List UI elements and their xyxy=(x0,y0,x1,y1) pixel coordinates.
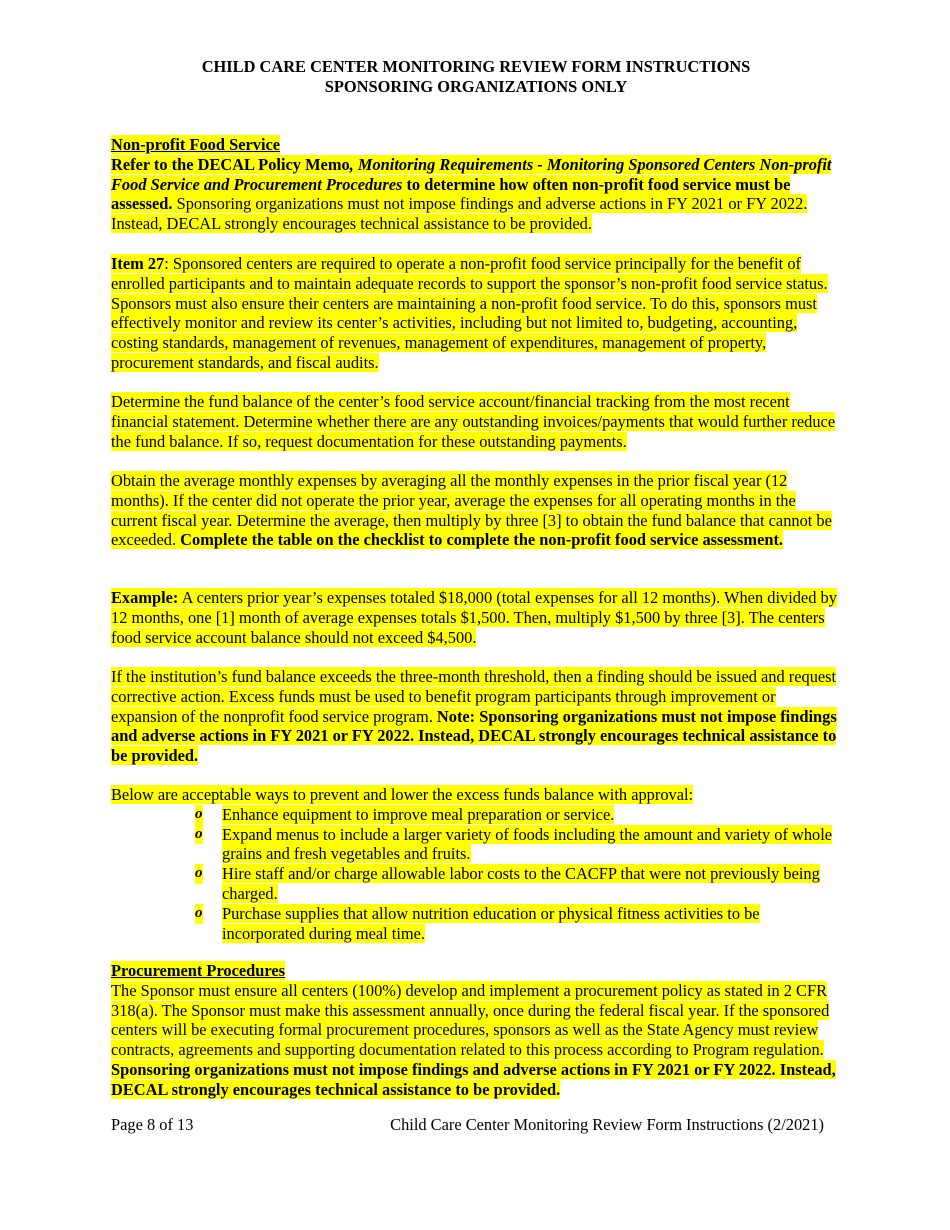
example-label: Example: xyxy=(111,588,179,607)
footer-document-title: Child Care Center Monitoring Review Form Instructions (2/2021) xyxy=(390,1115,824,1134)
fund-balance-paragraph: Determine the fund balance of the center’s food service account/financial tracking from the most recent financial statement. Determine whether there are any outstanding invoices/payments that would further reduce the fund balance. If so, request documentation for these outstanding payments. xyxy=(111,392,836,451)
procurement-section: Procurement Procedures The Sponsor must ensure all centers (100%) develop and implement a procurement policy as stated in 2 CFR 318(a). The Sponsor must make this assessment annually, once during the federal fiscal year. If the sponsored centers will be executing formal procurement procedures, sponsors as well as the State Agency must review contracts, agreements and supporting documentation related to this process according to Program regulation. Sponsoring organizations must not impose findings and adverse actions in FY 2021 or FY 2022. Instead, DECAL strongly encourages technical assistance to be provided. xyxy=(111,961,836,1099)
memo-title: Monitoring Requirements - Monitoring Sponsored Centers Non-profit Food Service and Procurement Procedures xyxy=(111,154,832,194)
list-item: o Enhance equipment to improve meal preparation or service. xyxy=(195,804,615,824)
list-item: o Purchase supplies that allow nutrition education or physical fitness activities to be incorporated during meal time. xyxy=(195,903,760,943)
page-number: Page 8 of 13 xyxy=(111,1115,194,1134)
title-line-1: CHILD CARE CENTER MONITORING REVIEW FORM INSTRUCTIONS xyxy=(201,57,751,76)
document-title xyxy=(111,57,841,96)
example-paragraph: Example: A centers prior year’s expenses totaled $18,000 (total expenses for all 12 months). When divided by 12 months, one [1] month of average expenses totals $1,500. Then, multiply $1,500 by three [3]. The centers food service account balance should not exceed $4,500. xyxy=(111,588,837,647)
acceptable-ways-intro: Below are acceptable ways to prevent and lower the excess funds balance with approval: xyxy=(111,785,694,804)
excess-funds-paragraph: If the institution’s fund balance exceeds the three-month threshold, then a finding should be issued and request corrective action. Excess funds must be used to benefit program participants through improvement or expansion of the nonprofit food service program. Note: Sponsoring organizations must not impose findings and adverse actions in FY 2021 or FY 2022. Instead, DECAL strongly encourages technical assistance to be provided. xyxy=(111,667,837,766)
average-expenses-paragraph: Obtain the average monthly expenses by averaging all the monthly expenses in the prior fiscal year (12 months). If the center did not operate the prior year, average the expenses for all operating months in the current fiscal year. Determine the average, then multiply by three [3] to obtain the fund balance that cannot be exceeded. Complete the table on the checklist to complete the non-profit food service assessment. xyxy=(111,471,832,550)
policy-memo-ref: Refer to the DECAL Policy Memo xyxy=(111,154,350,174)
title-line-2: SPONSORING ORGANIZATIONS ONLY xyxy=(324,76,628,96)
bullet-icon: o xyxy=(195,825,203,845)
acceptable-ways-list xyxy=(111,805,841,944)
bullet-icon: o xyxy=(195,864,203,884)
nonprofit-heading: Non-profit Food Service xyxy=(111,135,281,154)
acceptable-ways-section xyxy=(111,785,841,943)
item-27-label: Item 27 xyxy=(111,254,165,273)
item-27-paragraph: Item 27: Sponsored centers are required to operate a non-profit food service principally for the benefit of enrolled participants and to maintain adequate records to support the sponsor’s non-profit food service status. Sponsors must also ensure their centers are maintaining a non-profit food service. To do this, sponsors must effectively monitor and review its center’s activities, including but not limited to, budgeting, accounting, costing standards, management of revenues, management of expenditures, management of property, procurement standards, and fiscal audits. xyxy=(111,254,828,372)
list-item: o Expand menus to include a larger variety of foods including the amount and variety of whole grains and fresh vegetables and fruits. xyxy=(195,824,833,864)
procurement-heading: Procurement Procedures xyxy=(111,961,286,980)
bullet-icon: o xyxy=(195,904,203,924)
list-item: o Hire staff and/or charge allowable labor costs to the CACFP that were not previously being charged. xyxy=(195,864,820,903)
bullet-icon: o xyxy=(195,805,203,825)
nonprofit-intro: Non-profit Food Service Refer to the DECAL Policy Memo, Monitoring Requirements - Monitoring Sponsored Centers Non-profit Food Service and Procurement Procedures to determine how often non-profit food service must be assessed. Sponsoring organizations must not impose findings and adverse actions in FY 2021 or FY 2022. Instead, DECAL strongly encourages technical assistance to be provided. xyxy=(111,135,832,234)
